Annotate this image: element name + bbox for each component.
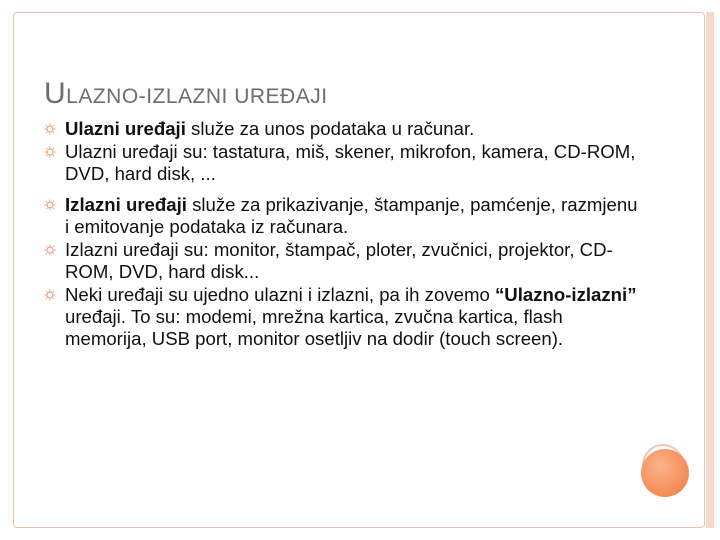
bullet-text: uređaji. To su: modemi, mrežna kartica, zvučna kartica, flash memorija, USB port, monitor osetljiv na dodir (touch screen). bbox=[65, 306, 564, 349]
bullet-text-lead: Neki uređaji su ujedno ulazni i izlazni, pa ih zovemo bbox=[65, 284, 495, 305]
bullet-bold-text: Ulazni uređaji bbox=[65, 118, 186, 139]
bullet-item bbox=[44, 141, 644, 185]
slide-title bbox=[44, 74, 328, 111]
sun-bullet-icon bbox=[44, 146, 56, 158]
sun-bullet-icon bbox=[44, 289, 56, 301]
title-part-2: IZLAZNI UREĐAJI bbox=[146, 85, 328, 108]
title-initial: U bbox=[44, 77, 67, 110]
bullet-item bbox=[44, 284, 644, 350]
side-accent-bar bbox=[706, 12, 714, 528]
sun-bullet-icon bbox=[44, 199, 56, 211]
bullet-bold-text: “Ulazno-izlazni” bbox=[494, 284, 637, 305]
sun-bullet-icon bbox=[44, 244, 56, 256]
bullet-text: Ulazni uređaji su: tastatura, miš, skener, mikrofon, kamera, CD-ROM, DVD, hard disk, ... bbox=[65, 141, 636, 184]
bullet-item bbox=[44, 118, 644, 140]
bullet-text: Izlazni uređaji su: monitor, štampač, ploter, zvučnici, projektor, CD-ROM, DVD, hard disk... bbox=[65, 239, 613, 282]
bullet-text: služe za prikazivanje, štampanje, pamćenje, razmjenu i emitovanje podataka iz računara. bbox=[65, 194, 638, 237]
title-part-1: LAZNO- bbox=[66, 85, 147, 108]
bullet-bold-text: Izlazni uređaji bbox=[65, 194, 187, 215]
decorative-orange-circle bbox=[641, 449, 689, 497]
sun-bullet-icon bbox=[44, 123, 56, 135]
bullet-item bbox=[44, 194, 644, 238]
bullet-item bbox=[44, 239, 644, 283]
bullet-list bbox=[44, 118, 644, 351]
bullet-text: služe za unos podataka u računar. bbox=[185, 118, 475, 139]
